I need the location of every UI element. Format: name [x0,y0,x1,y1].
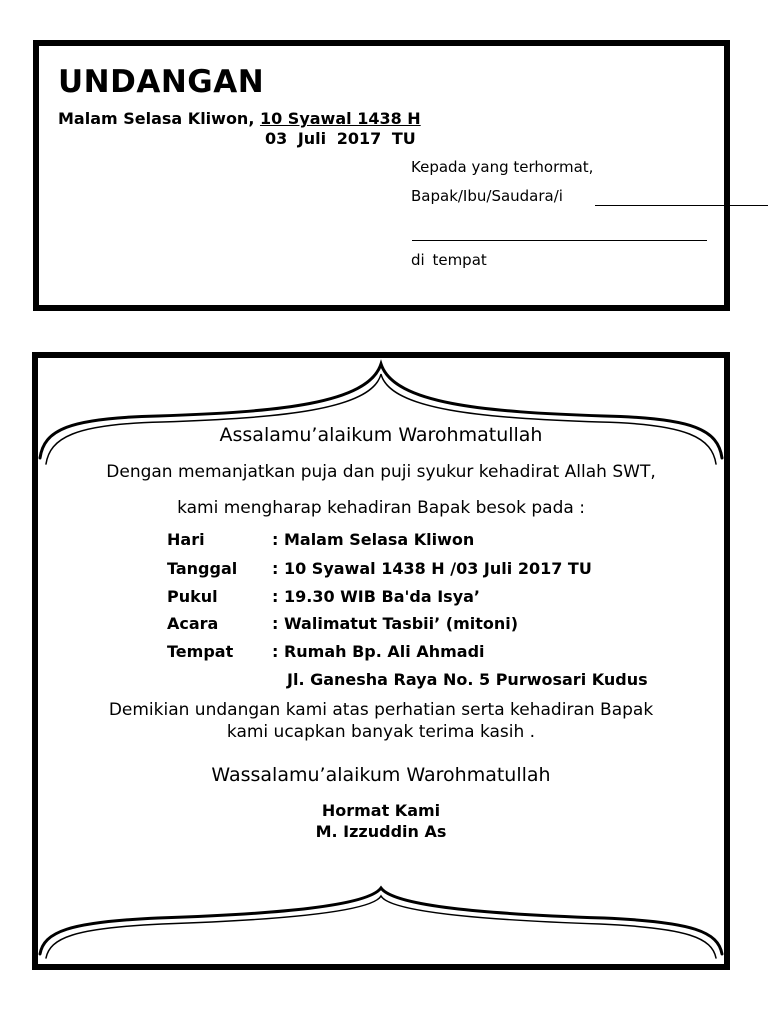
envelope-title: UNDANGAN [58,64,265,100]
address-blank-line [412,240,707,241]
intro-line-1: Dengan memanjatkan puja dan puji syukur kehadirat Allah SWT, [106,462,656,482]
detail-value: : Malam Selasa Kliwon [272,530,475,549]
detail-value: : Rumah Bp. Ali Ahmadi [272,642,485,661]
recipient-label: Bapak/Ibu/Saudara/i [411,187,563,205]
detail-row-acara [167,614,518,633]
signature-title: Hormat Kami [321,801,441,820]
detail-row-pukul [167,587,480,606]
detail-value: : 10 Syawal 1438 H /03 Juli 2017 TU [272,559,592,578]
closing-salam: Wassalamu’alaikum Warohmatullah [211,764,551,786]
recipient-blank-line [595,205,768,206]
place-label: di tempat [411,251,487,269]
subtitle-date: 10 Syawal 1438 H [259,109,421,128]
detail-label: Tempat [167,642,234,661]
detail-value: : Walimatut Tasbii’ (mitoni) [272,614,519,633]
invitation-card [32,352,730,970]
detail-row-tanggal [167,559,592,578]
envelope-subtitle [58,109,421,128]
detail-label: Tanggal [167,559,238,578]
detail-row-hari [167,530,474,549]
ornamental-frame [38,358,724,964]
bottom-arch-inner [46,896,716,958]
address-line: Jl. Ganesha Raya No. 5 Purwosari Kudus [287,670,648,689]
detail-row-tempat [167,642,485,661]
bottom-arch-outer [40,888,722,954]
envelope-date-line: 03 Juli 2017 TU [265,129,416,148]
intro-line-2: kami mengharap kehadiran Bapak besok pada : [177,498,585,518]
detail-label: Hari [167,530,205,549]
signature-name: M. Izzuddin As [315,822,447,841]
detail-value: : 19.30 WIB Ba'da Isya’ [272,587,481,606]
top-arch-inner [46,374,716,464]
closing-line-2: kami ucapkan banyak terima kasih . [226,722,536,742]
detail-label: Pukul [167,587,218,606]
envelope-card [33,40,730,311]
closing-line-1: Demikian undangan kami atas perhatian serta kehadiran Bapak [108,700,654,720]
greeting: Assalamu’alaikum Warohmatullah [219,424,543,446]
subtitle-prefix: Malam Selasa Kliwon, [58,109,260,128]
to-line: Kepada yang terhormat, [411,158,594,176]
detail-label: Acara [167,614,219,633]
